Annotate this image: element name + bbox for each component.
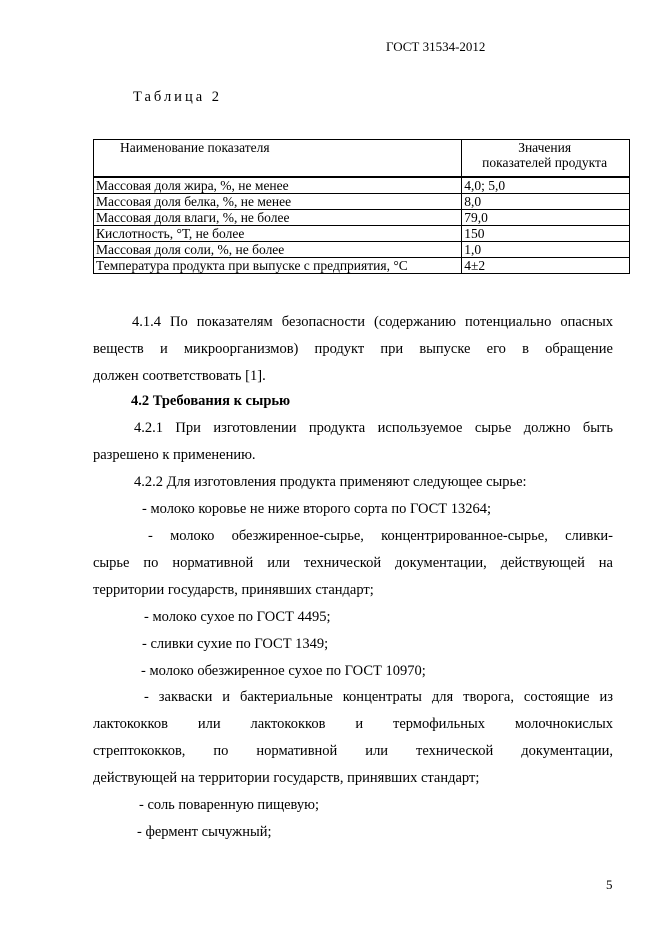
paragraph-4-1-4-line2: веществ и микроорганизмов) продукт при выпуске его в обращение [93, 341, 613, 357]
row-name: Массовая доля белка, %, не менее [94, 194, 462, 210]
document-id: ГОСТ 31534-2012 [386, 39, 486, 54]
row-value: 150 [462, 226, 630, 242]
indicators-table [93, 139, 630, 274]
list-item: - молоко сухое по ГОСТ 4495; [144, 609, 331, 625]
table-row [94, 226, 630, 242]
list-item: - фермент сычужный; [137, 824, 272, 840]
row-name: Массовая доля влаги, %, не более [94, 210, 462, 226]
list-item: - молоко обезжиренное сухое по ГОСТ 10970; [141, 663, 426, 679]
paragraph-4-2-1-line2: разрешено к применению. [93, 447, 256, 463]
paragraph-4-2-2: 4.2.2 Для изготовления продукта применяют следующее сырье: [134, 474, 527, 490]
column-header-value [462, 140, 630, 178]
page-number: 5 [606, 877, 613, 892]
list-item-line2: сырье по нормативной или технической документации, действующей на [93, 555, 613, 571]
column-header-value-line2: показателей продукта [482, 155, 608, 170]
row-name: Массовая доля жира, %, не менее [94, 177, 462, 194]
row-value: 8,0 [462, 194, 630, 210]
table-row [94, 194, 630, 210]
column-header-value-line1: Значения [518, 140, 572, 155]
list-item-line1: - молоко обезжиренное-сырье, концентрированное-сырье, сливки- [148, 528, 613, 544]
paragraph-4-1-4-line1: 4.1.4 По показателям безопасности (содержанию потенциально опасных [132, 314, 613, 330]
paragraph-4-1-4-line3: должен соответствовать [1]. [93, 368, 266, 384]
row-value: 4,0; 5,0 [462, 177, 630, 194]
table-row [94, 177, 630, 194]
row-value: 4±2 [462, 258, 630, 274]
row-value: 79,0 [462, 210, 630, 226]
list-item: - сливки сухие по ГОСТ 1349; [142, 636, 329, 652]
list-item-line2: лактококков или лактококков и термофильных молочнокислых [93, 716, 613, 732]
row-name: Температура продукта при выпуске с предприятия, °С [94, 258, 462, 274]
section-heading-4-2: 4.2 Требования к сырью [131, 393, 291, 409]
list-item: - соль поваренную пищевую; [139, 797, 320, 813]
table-row [94, 258, 630, 274]
table-row [94, 210, 630, 226]
column-header-name: Наименование показателя [94, 140, 462, 178]
list-item-line3: стрептококков, по нормативной или технической документации, [93, 743, 613, 759]
table-header-row [94, 140, 630, 178]
table-row [94, 242, 630, 258]
paragraph-4-2-1-line1: 4.2.1 При изготовлении продукта используемое сырье должно быть [134, 420, 613, 436]
row-name: Массовая доля соли, %, не более [94, 242, 462, 258]
table-caption: Таблица 2 [133, 89, 223, 105]
row-name: Кислотность, °Т, не более [94, 226, 462, 242]
list-item: - молоко коровье не ниже второго сорта по ГОСТ 13264; [142, 501, 492, 517]
list-item-line1: - закваски и бактериальные концентраты для творога, состоящие из [144, 689, 613, 705]
list-item-line3: территории государств, принявших стандарт; [93, 582, 374, 598]
row-value: 1,0 [462, 242, 630, 258]
list-item-line4: действующей на территории государств, принявших стандарт; [93, 770, 480, 786]
